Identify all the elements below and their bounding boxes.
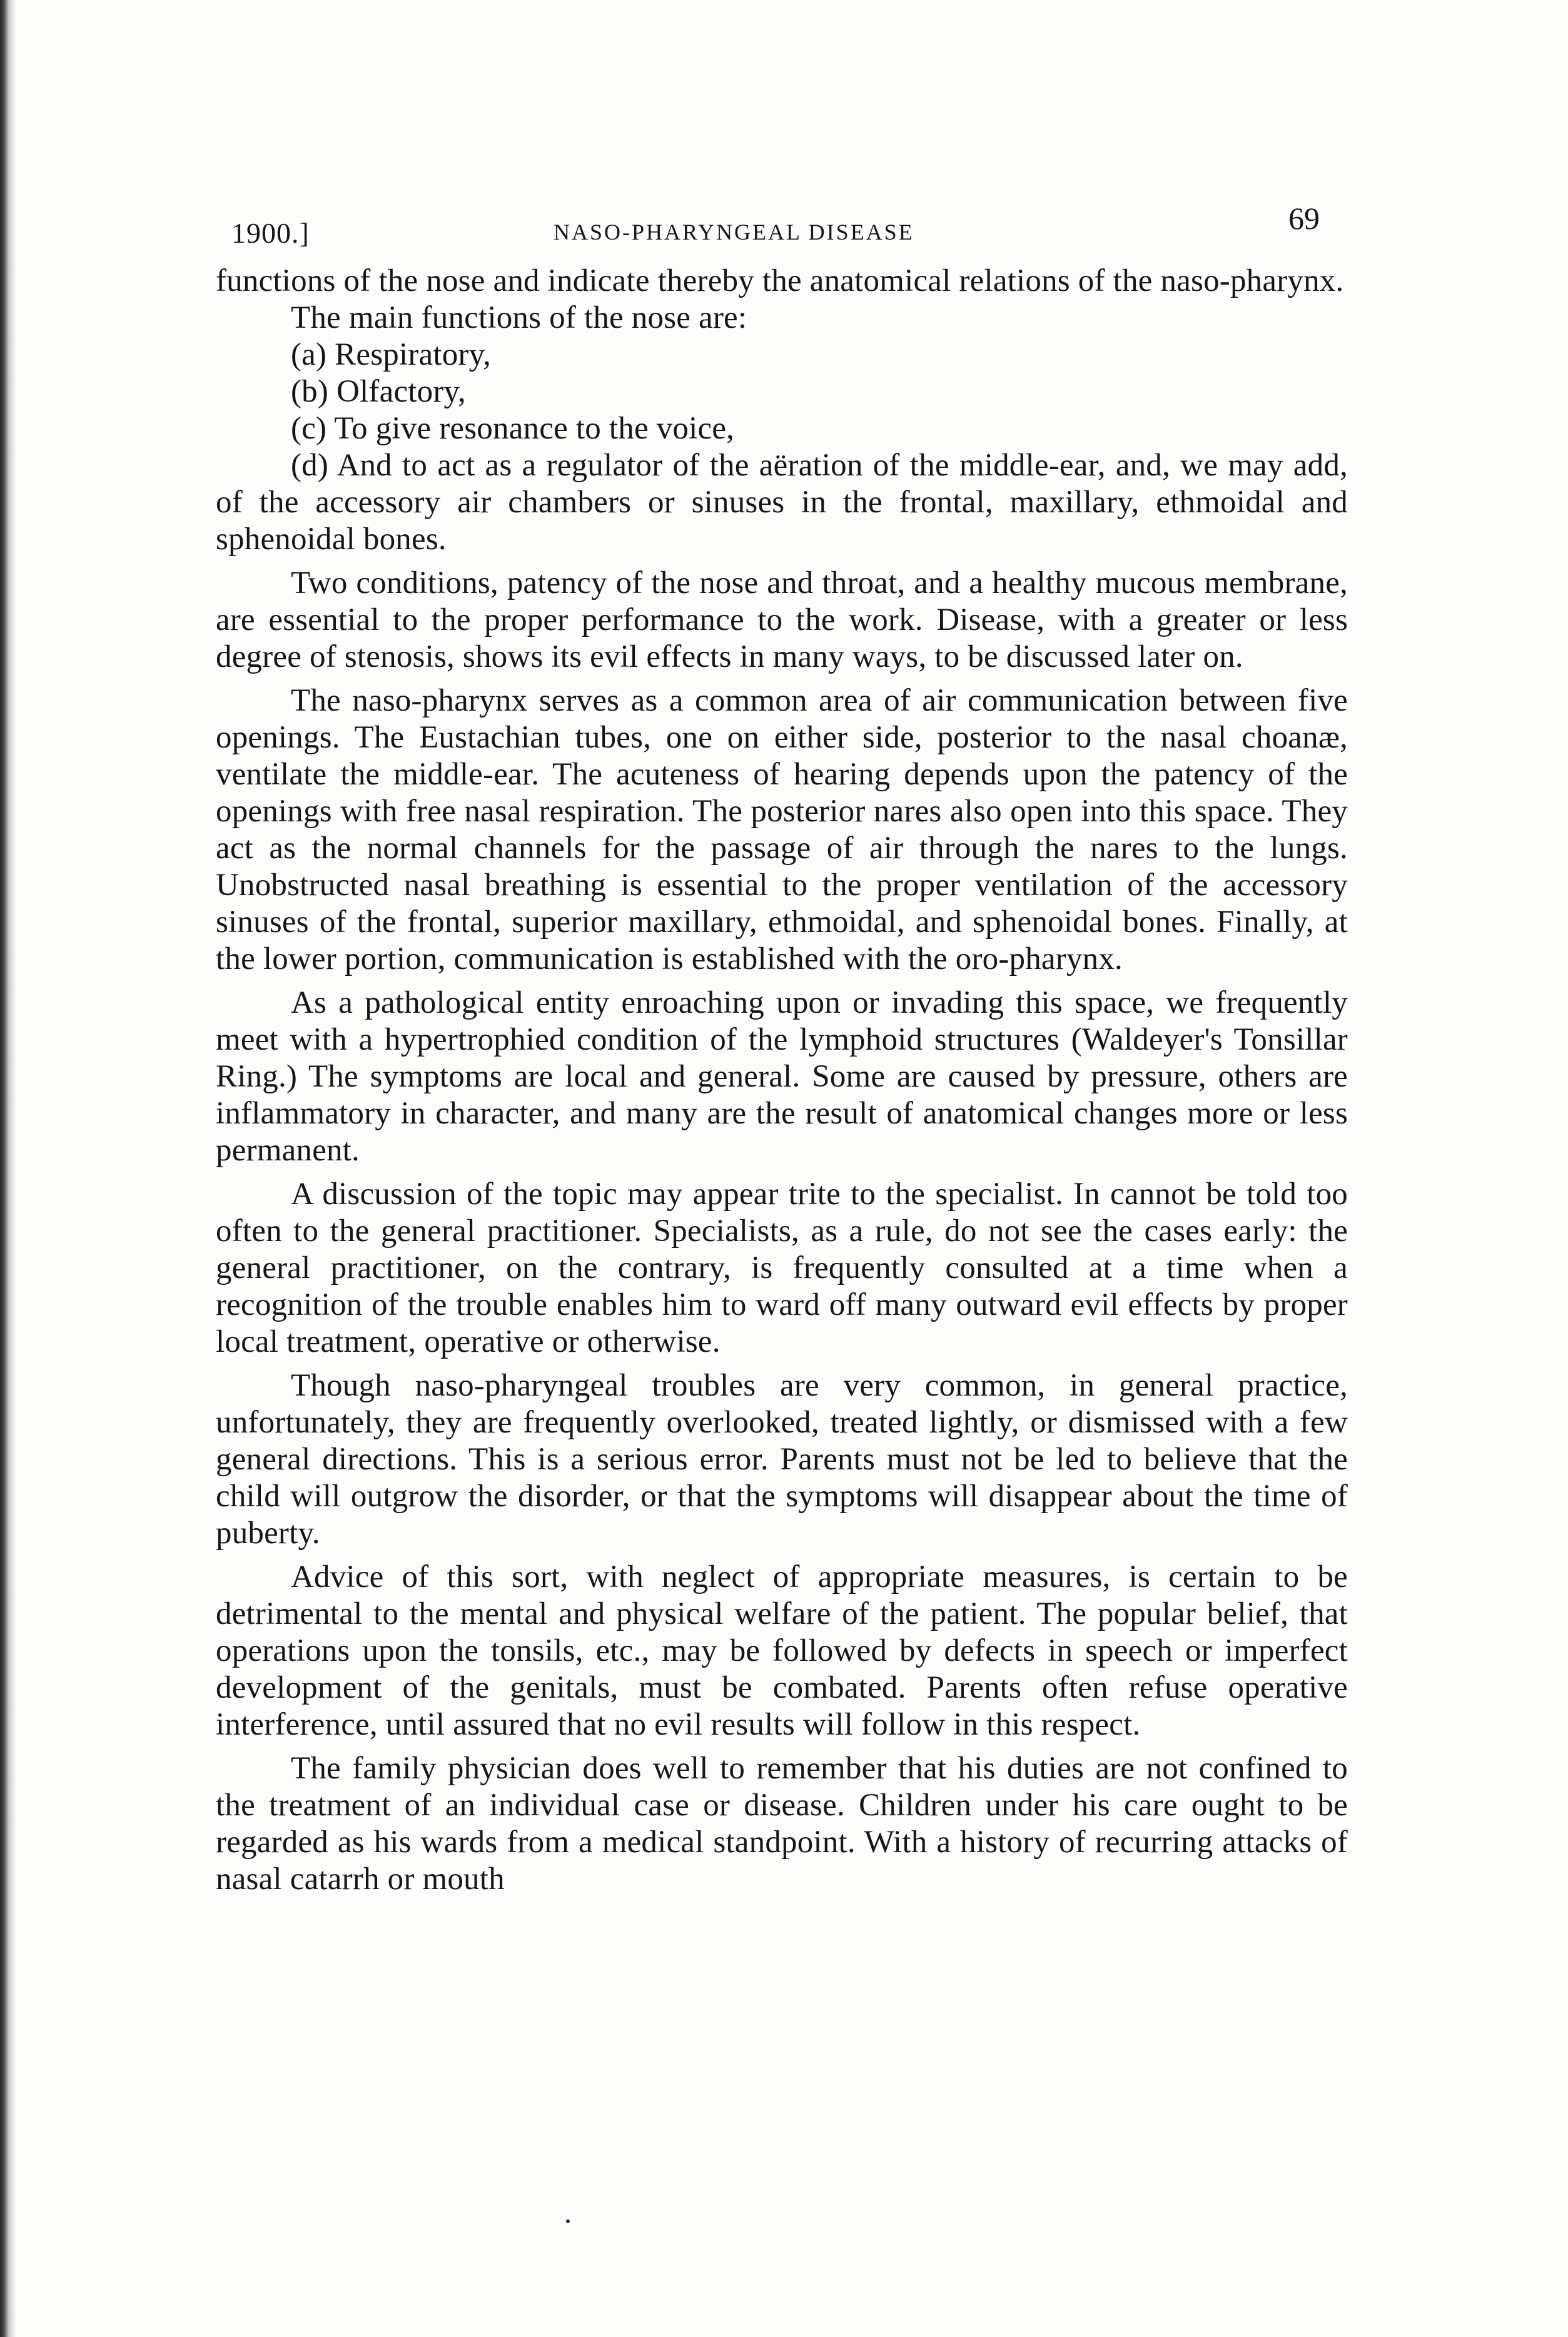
binding-shadow bbox=[0, 0, 16, 2337]
list-marker: (c) bbox=[291, 411, 327, 446]
list-item-b bbox=[216, 373, 1348, 410]
paragraph-8: Advice of this sort, with neglect of appropriate measures, is certain to be detrimental to the mental and physical welfare of the patient. The popular belief, that operations upon the tonsils, etc., may be followed by defects in speech or imperfect development of the genitals, must be combated. Parents often refuse operative interference, until assured that no evil results will follow in this respect. bbox=[216, 1559, 1348, 1742]
paragraph-1: functions of the nose and indicate thereby the anatomical relations of the naso-pharynx. bbox=[216, 263, 1344, 298]
list-item-c bbox=[216, 410, 1348, 447]
body-text bbox=[216, 263, 1348, 1898]
header-year: 1900.] bbox=[231, 217, 310, 249]
list-marker: (b) bbox=[291, 374, 329, 409]
paragraph-6: A discussion of the topic may appear trite to the specialist. In cannot be told too often to the general practitioner. Specialists, as a rule, do not see the cases early: the general practitioner, on the contrary, is frequently consulted at a time when a recognition of the trouble enables him to ward off many outward evil effects by proper local treatment, operative or otherwise. bbox=[216, 1177, 1348, 1359]
paragraph-4: The naso-pharynx serves as a common area of air communication between five openings. The Eustachian tubes, one on either side, posterior to the nasal choanæ, ventilate the middle-ear. The acuteness of hearing depends upon the patency of the openings with free nasal respiration. The posterior nares also open into this space. They act as the normal channels for the passage of air through the nares to the lungs. Unobstructed nasal breathing is essential to the proper ventilation of the accessory sinuses of the frontal, superior maxillary, ethmoidal, and sphenoidal bones. Finally, at the lower portion, communication is established with the oro-pharynx. bbox=[216, 683, 1348, 976]
paragraph-9: The family physician does well to remember that his duties are not confined to the treatment of an individual case or disease. Children under his care ought to be regarded as his wards from a medical standpoint. With a history of recurring attacks of nasal catarrh or mouth bbox=[216, 1751, 1348, 1897]
list-marker: (a) bbox=[291, 337, 327, 372]
paragraph-5: As a pathological entity enroaching upon or invading this space, we frequently meet with a hypertrophied condition of the lymphoid structures (Waldeyer's Tonsillar Ring.) The symptoms are local and general. Some are caused by pressure, others are inflammatory in character, and many are the result of anatomical changes more or less permanent. bbox=[216, 985, 1348, 1168]
list-text: Respiratory, bbox=[335, 337, 491, 372]
paragraph-7: Though naso-pharyngeal troubles are very common, in general practice, unfortunately, they are frequently overlooked, treated lightly, or dismissed with a few general directions. This is a serious error. Parents must not be led to believe that the child will outgrow the disorder, or that the symptoms will disappear about the time of puberty. bbox=[216, 1368, 1348, 1551]
paragraph-3: Two conditions, patency of the nose and throat, and a healthy mucous membrane, are essential to the proper performance to the work. Disease, with a greater or less degree of stenosis, shows its evil effects in many ways, to be discussed later on. bbox=[216, 565, 1348, 674]
paragraph-2: The main functions of the nose are: bbox=[291, 300, 747, 335]
list-text: Olfactory, bbox=[336, 374, 466, 409]
list-item-a bbox=[216, 337, 1348, 373]
page-number: 69 bbox=[1288, 201, 1320, 236]
list-text: And to act as a regulator of the aëration of the middle-ear, and, we may add, of the accessory air chambers or sinuses in the frontal, maxillary, ethmoidal and sphenoidal bones. bbox=[216, 448, 1348, 557]
book-page bbox=[216, 194, 1348, 1898]
list-text: To give resonance to the voice, bbox=[334, 411, 735, 446]
running-head bbox=[216, 194, 1348, 263]
list-item-d bbox=[216, 447, 1348, 558]
list-marker: (d) bbox=[291, 448, 329, 483]
ink-speck bbox=[566, 2219, 570, 2223]
header-title: NASO-PHARYNGEAL DISEASE bbox=[554, 220, 914, 245]
